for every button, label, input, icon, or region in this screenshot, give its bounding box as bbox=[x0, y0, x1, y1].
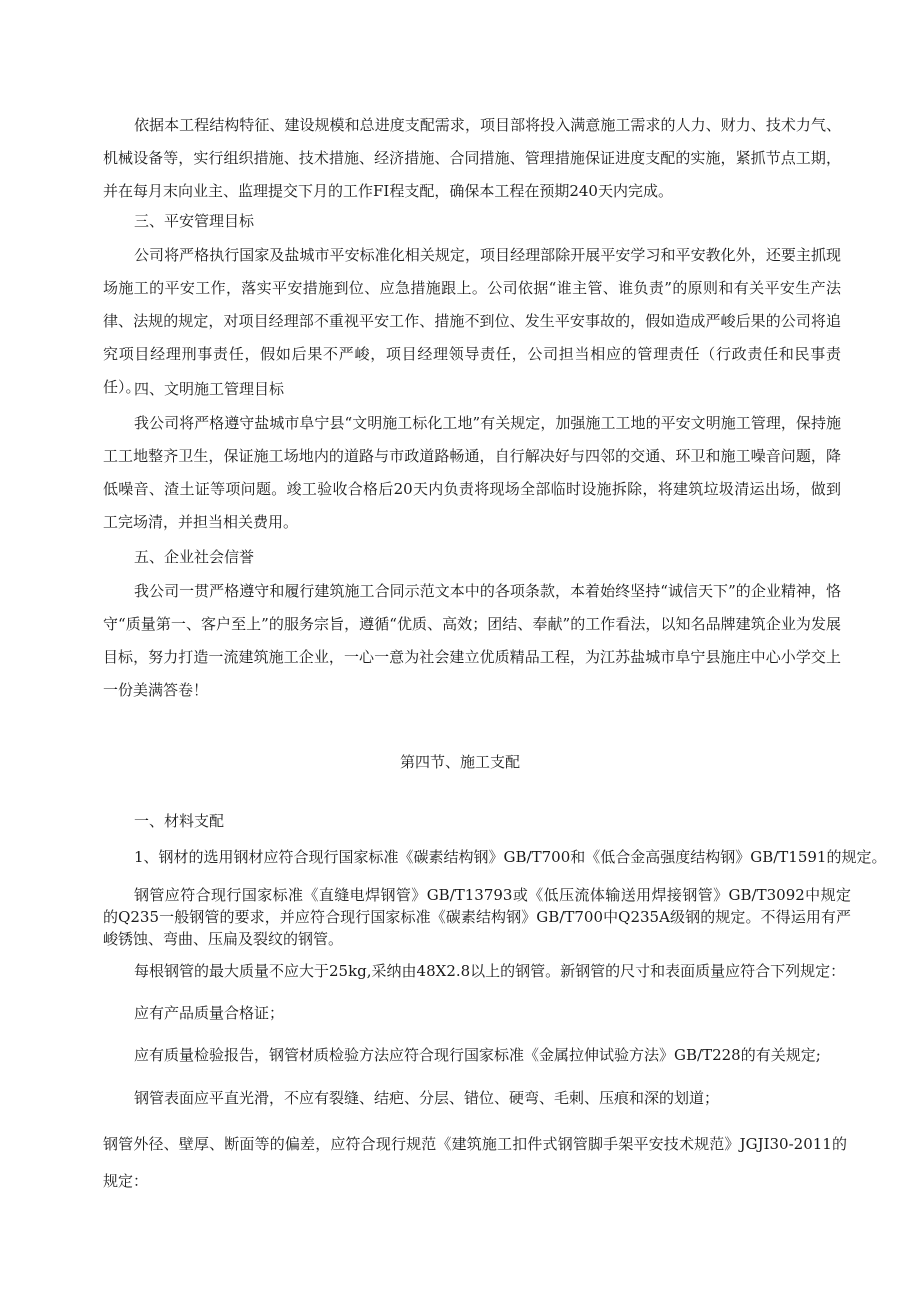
paragraph-quality-certificate: 应有产品质量合格证； bbox=[134, 1004, 285, 1022]
paragraph-steel-pipe-standard: 钢管应符合现行国家标准《直缝电焊钢管》GB/T13793或《低压流体输送用焊接钢管》GB/T3092中规定的Q235一般钢管的要求，并应符合现行国家标准《碳素结构钢》GB/T700中Q235A级钢的规定。不得运用有严峻锈蚀、弯曲、压扁及裂纹的钢管。 bbox=[103, 886, 851, 948]
paragraph-dimension-deviation: 钢管外径、壁厚、断面等的偏差，应符合现行规范《建筑施工扣件式钢管脚手架平安技术规范》JGJI30-2011的规定： bbox=[103, 1135, 847, 1190]
heading-civilized-construction: 四、文明施工管理目标 bbox=[134, 380, 285, 398]
paragraph-safety-target: 公司将严格执行国家及盐城市平安标准化相关规定，项目经理部除开展平安学习和平安教化外，还要主抓现场施工的平安工作，落实平安措施到位、应急措施跟上。公司依据“谁主管、谁负责”的原则和有关平安生产法律、法规的规定，对项目经理部不重视平安工作、措施不到位、发生平安事故的，假如造成严峻后果的公司将追究项目经理刑事责任，假如后果不严峻，项目经理领导责任，公司担当相应的管理责任（行政责任和民事责任）。 bbox=[103, 246, 841, 396]
paragraph-progress-plan: 依据本工程结构特征、建设规模和总进度支配需求，项目部将投入满意施工需求的人力、财力、技术力气、机械设备等，实行组织措施、技术措施、经济措施、合同措施、管理措施保证进度支配的实施，紧抓节点工期，并在每月末向业主、监理提交下月的工作FI程支配，确保本工程在预期240天内完成。 bbox=[103, 116, 841, 200]
paragraph-inspection-report: 应有质量检验报告，钢管材质检验方法应符合现行国家标准《金属拉伸试验方法》GB/T228的有关规定; bbox=[134, 1046, 821, 1064]
heading-safety-target: 三、平安管理目标 bbox=[134, 212, 255, 230]
paragraph-civilized-construction: 我公司将严格遵守盐城市阜宁县“文明施工标化工地”有关规定，加强施工工地的平安文明施工管理，保持施工工地整齐卫生，保证施工场地内的道路与市政道路畅通，自行解决好与四邻的交通、环卫和施工噪音问题，降低噪音、渣土证等项问题。竣工验收合格后20天内负责将现场全部临时设施拆除，将建筑垃圾清运出场，做到工完场清，并担当相关费用。 bbox=[103, 414, 841, 531]
paragraph-corporate-reputation: 我公司一贯严格遵守和履行建筑施工合同示范文本中的各项条款，本着始终坚持“诚信天下”的企业精神，恪守“质量第一、客户至上”的服务宗旨，遵循“优质、高效；团结、奉献”的工作看法，以知名品牌建筑企业为发展目标，努力打造一流建筑施工企业，一心一意为社会建立优质精品工程，为江苏盐城市阜宁县施庄中心小学交上一份美满答卷！ bbox=[103, 582, 841, 699]
paragraph-steel-pipe-weight: 每根钢管的最大质量不应大于25kg,采纳由48X2.8以上的钢管。新钢管的尺寸和表面质量应符合下列规定： bbox=[134, 962, 846, 980]
section-title: 第四节、施工支配 bbox=[399, 753, 520, 771]
heading-material-plan: 一、材料支配 bbox=[134, 812, 225, 830]
paragraph-surface-quality: 钢管表面应平直光滑，不应有裂缝、结疤、分层、错位、硬弯、毛刺、压痕和深的划道； bbox=[134, 1089, 720, 1107]
heading-corporate-reputation: 五、企业社会信誉 bbox=[134, 548, 255, 566]
paragraph-steel-selection: 1、钢材的选用钢材应符合现行国家标准《碳素结构钢》GB/T700和《低合金高强度结构钢》GB/T1591的规定。 bbox=[134, 848, 887, 866]
